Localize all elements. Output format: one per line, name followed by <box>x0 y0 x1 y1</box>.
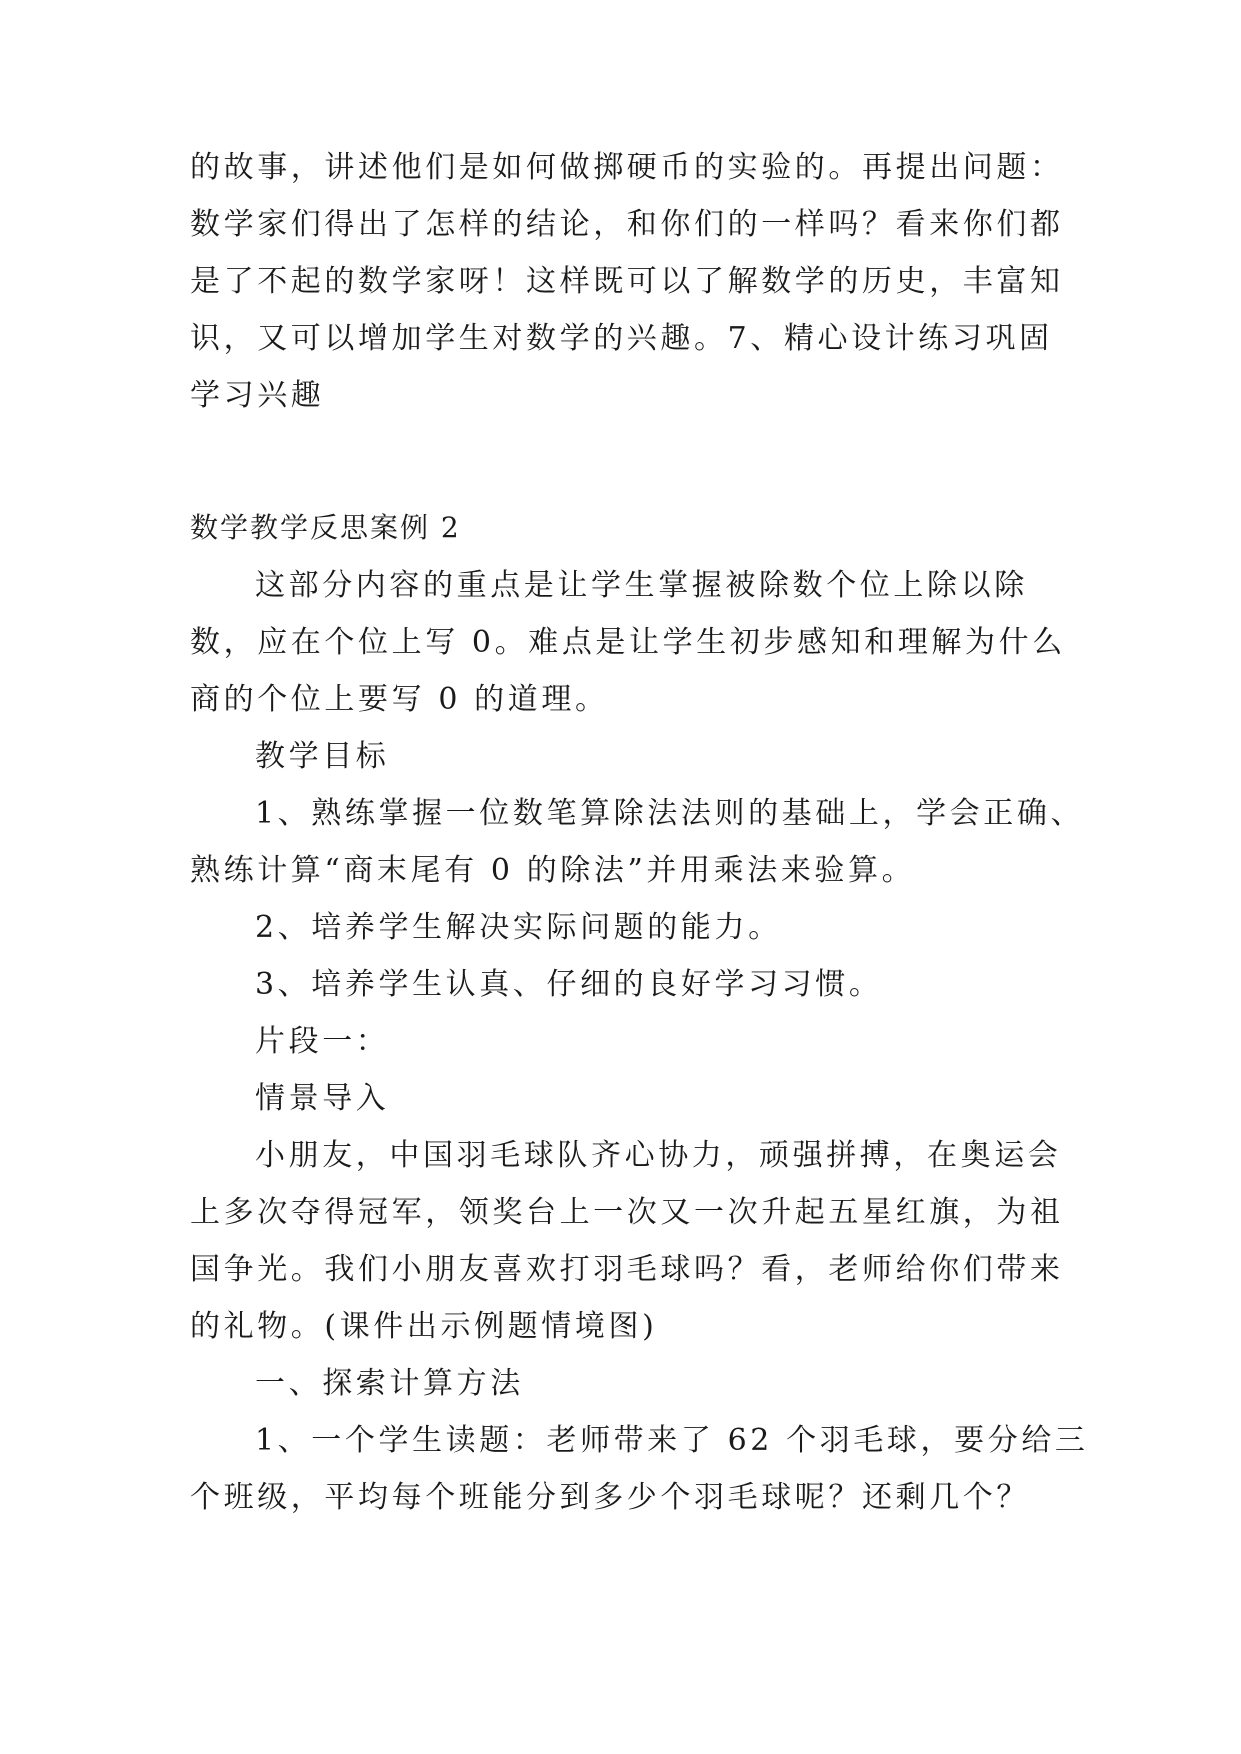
paragraph-line: 上多次夺得冠军，领奖台上一次又一次升起五星红旗，为祖 <box>190 1195 1064 1230</box>
paragraph-line: 情景导入 <box>255 1081 390 1116</box>
paragraph-line: 1、一个学生读题：老师带来了 62 个羽毛球，要分给三 <box>255 1423 1089 1458</box>
paragraph-line: 数学家们得出了怎样的结论，和你们的一样吗？看来你们都 <box>190 207 1064 242</box>
paragraph-line: 小朋友，中国羽毛球队齐心协力，顽强拼搏，在奥运会 <box>255 1138 1062 1173</box>
paragraph-line: 个班级，平均每个班能分到多少个羽毛球呢？还剩几个？ <box>190 1480 1030 1515</box>
paragraph-line: 2、培养学生解决实际问题的能力。 <box>255 910 782 945</box>
paragraph-line: 3、培养学生认真、仔细的良好学习习惯。 <box>255 967 883 1002</box>
section-heading: 数学教学反思案例 2 <box>190 511 461 544</box>
paragraph-line: 商的个位上要写 0 的道理。 <box>190 682 609 717</box>
paragraph-line: 熟练计算“商末尾有 0 的除法”并用乘法来验算。 <box>190 853 916 888</box>
paragraph-line: 这部分内容的重点是让学生掌握被除数个位上除以除 <box>255 568 1028 603</box>
paragraph-line: 一、探索计算方法 <box>255 1366 524 1401</box>
paragraph-line: 数，应在个位上写 0。难点是让学生初步感知和理解为什么 <box>190 625 1066 660</box>
paragraph-line: 片段一： <box>255 1024 390 1059</box>
paragraph-line: 的礼物。(课件出示例题情境图) <box>190 1309 658 1344</box>
paragraph-line: 识，又可以增加学生对数学的兴趣。7、精心设计练习巩固 <box>190 321 1053 356</box>
paragraph-line: 的故事，讲述他们是如何做掷硬币的实验的。再提出问题： <box>190 150 1064 185</box>
paragraph-line: 学习兴趣 <box>190 378 325 413</box>
paragraph-line: 国争光。我们小朋友喜欢打羽毛球吗？看，老师给你们带来 <box>190 1252 1064 1287</box>
paragraph-line: 教学目标 <box>255 739 390 774</box>
paragraph-line: 1、熟练掌握一位数笔算除法法则的基础上，学会正确、 <box>255 796 1085 831</box>
paragraph-line: 是了不起的数学家呀！这样既可以了解数学的历史，丰富知 <box>190 264 1064 299</box>
